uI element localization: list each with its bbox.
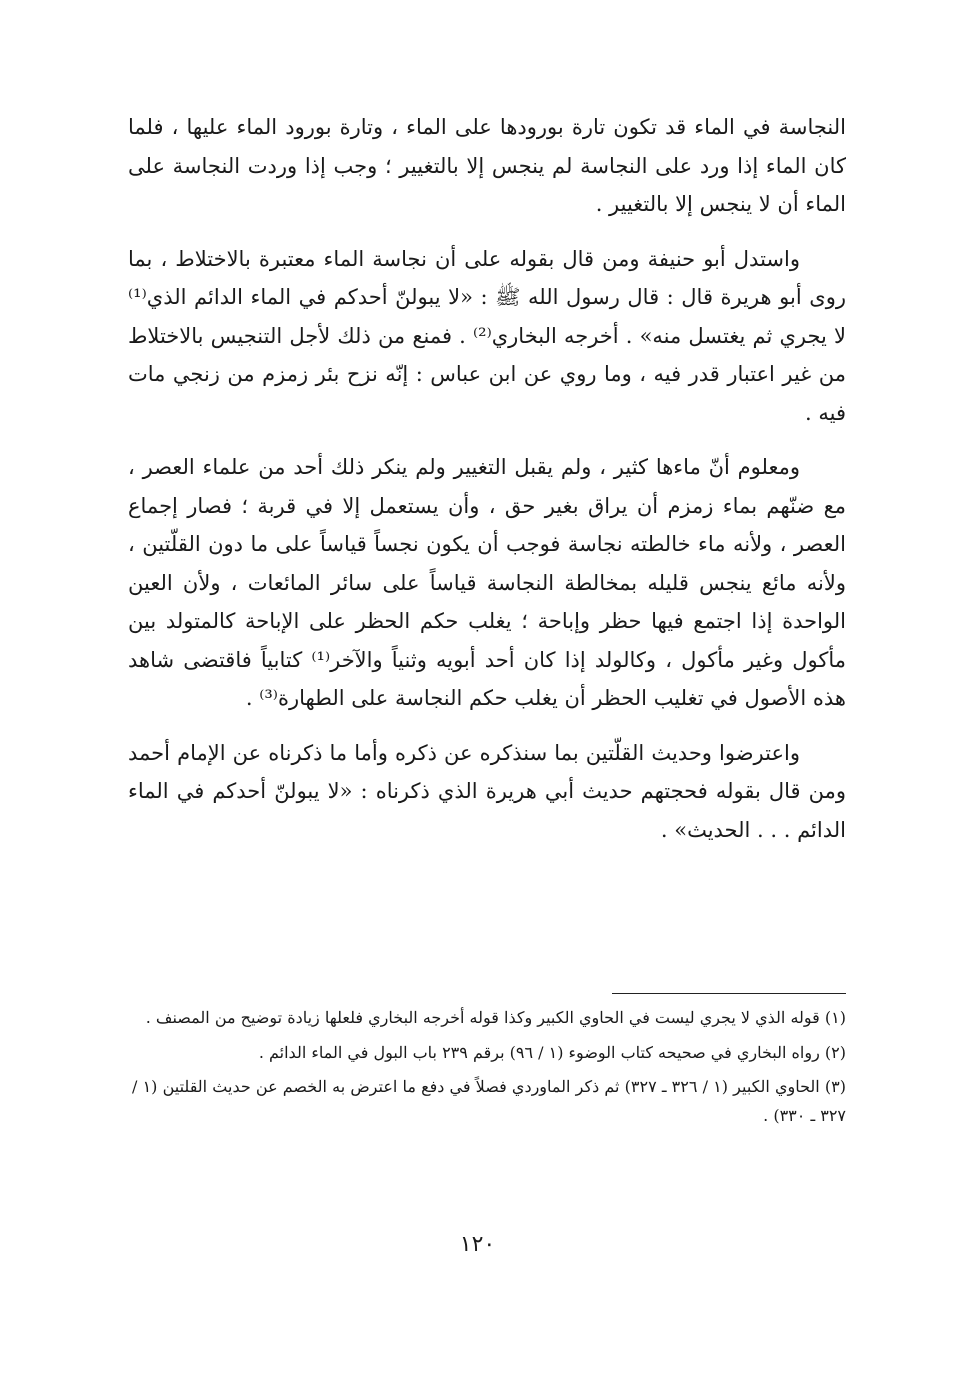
footnote-3: (٣) الحاوي الكبير (١ / ٣٢٦ ـ ٣٢٧) ثم ذكر الماوردي فصلاً في دفع ما اعترض به الخصم عن حديث القلتين (١ / ٣٢٧ ـ ٣٣٠) . — [132, 1077, 846, 1125]
footnote-1: (١) قوله الذي لا يجري ليست في الحاوي الكبير وكذا قوله أخرجه البخاري فلعلها زيادة توضيح من المصنف . — [145, 1008, 846, 1027]
main-text — [128, 108, 846, 865]
footnote-separator — [612, 993, 846, 994]
paragraph-1: النجاسة في الماء قد تكون تارة بورودها على الماء ، وتارة بورود الماء عليها ، فلما كان الماء إذا ورد على النجاسة لم ينجس إلا بالتغيير ؛ وجب إذا وردت النجاسة على الماء أن لا ينجس إلا بالتغيير . — [128, 115, 846, 216]
paragraph-4: واعترضوا وحديث القلّتين بما سنذكره عن ذكره وأما ما ذكرناه عن الإمام أحمد ومن قال بقوله فحجتهم حديث أبي هريرة الذي ذكرناه : «لا يبولنّ أحدكم في الماء الدائم . . . الحديث» . — [128, 740, 846, 842]
paragraph-2: واستدل أبو حنيفة ومن قال بقوله على أن نجاسة الماء معتبرة بالاختلاط ، بما روى أبو هريرة قال : قال رسول الله ﷺ : «لا يبولنّ أحدكم في الماء الدائم الذي⁽¹⁾ لا يجري ثم يغتسل منه» . أخرجه البخاري⁽²⁾ . فمنع من ذلك لأجل التنجيس بالاختلاط من غير اعتبار قدر فيه ، وما روي عن ابن عباس : إنّه نزح بئر زمزم من زنجي مات فيه . — [128, 246, 847, 425]
page-number: ١٢٠ — [459, 1232, 496, 1257]
footnotes — [132, 1004, 846, 1136]
paragraph-3: ومعلوم أنّ ماءها كثير ، ولم يقبل التغيير ولم ينكر ذلك أحد من علماء العصر ، مع ضنّهم بماء زمزم أن يراق بغير حق ، وأن يستعمل إلا في قربة ؛ فصار إجماع العصر ، ولأنه ماء خالطته نجاسة فوجب أن يكون نجساً قياساً على ما دون القلّتين ، ولأنه مائع ينجس قليله بمخالطة النجاسة قياساً على سائر المائعات ، ولأن العين الواحدة إذا اجتمع فيها حظر وإباحة ؛ يغلب حكم الحظر على الإباحة كالمتولد بين مأكول وغير مأكول ، وكالولد إذا كان أحد أبويه وثنياً والآخر⁽¹⁾ كتابياً فاقتضى شاهد هذه الأصول في تغليب الحظر أن يغلب حكم النجاسة على الطهارة⁽³⁾ . — [128, 455, 846, 710]
footnote-2: (٢) رواه البخاري في صحيحه كتاب الوضوء (١ / ٩٦) برقم ٢٣٩ باب البول في الماء الدائم . — [258, 1042, 846, 1062]
